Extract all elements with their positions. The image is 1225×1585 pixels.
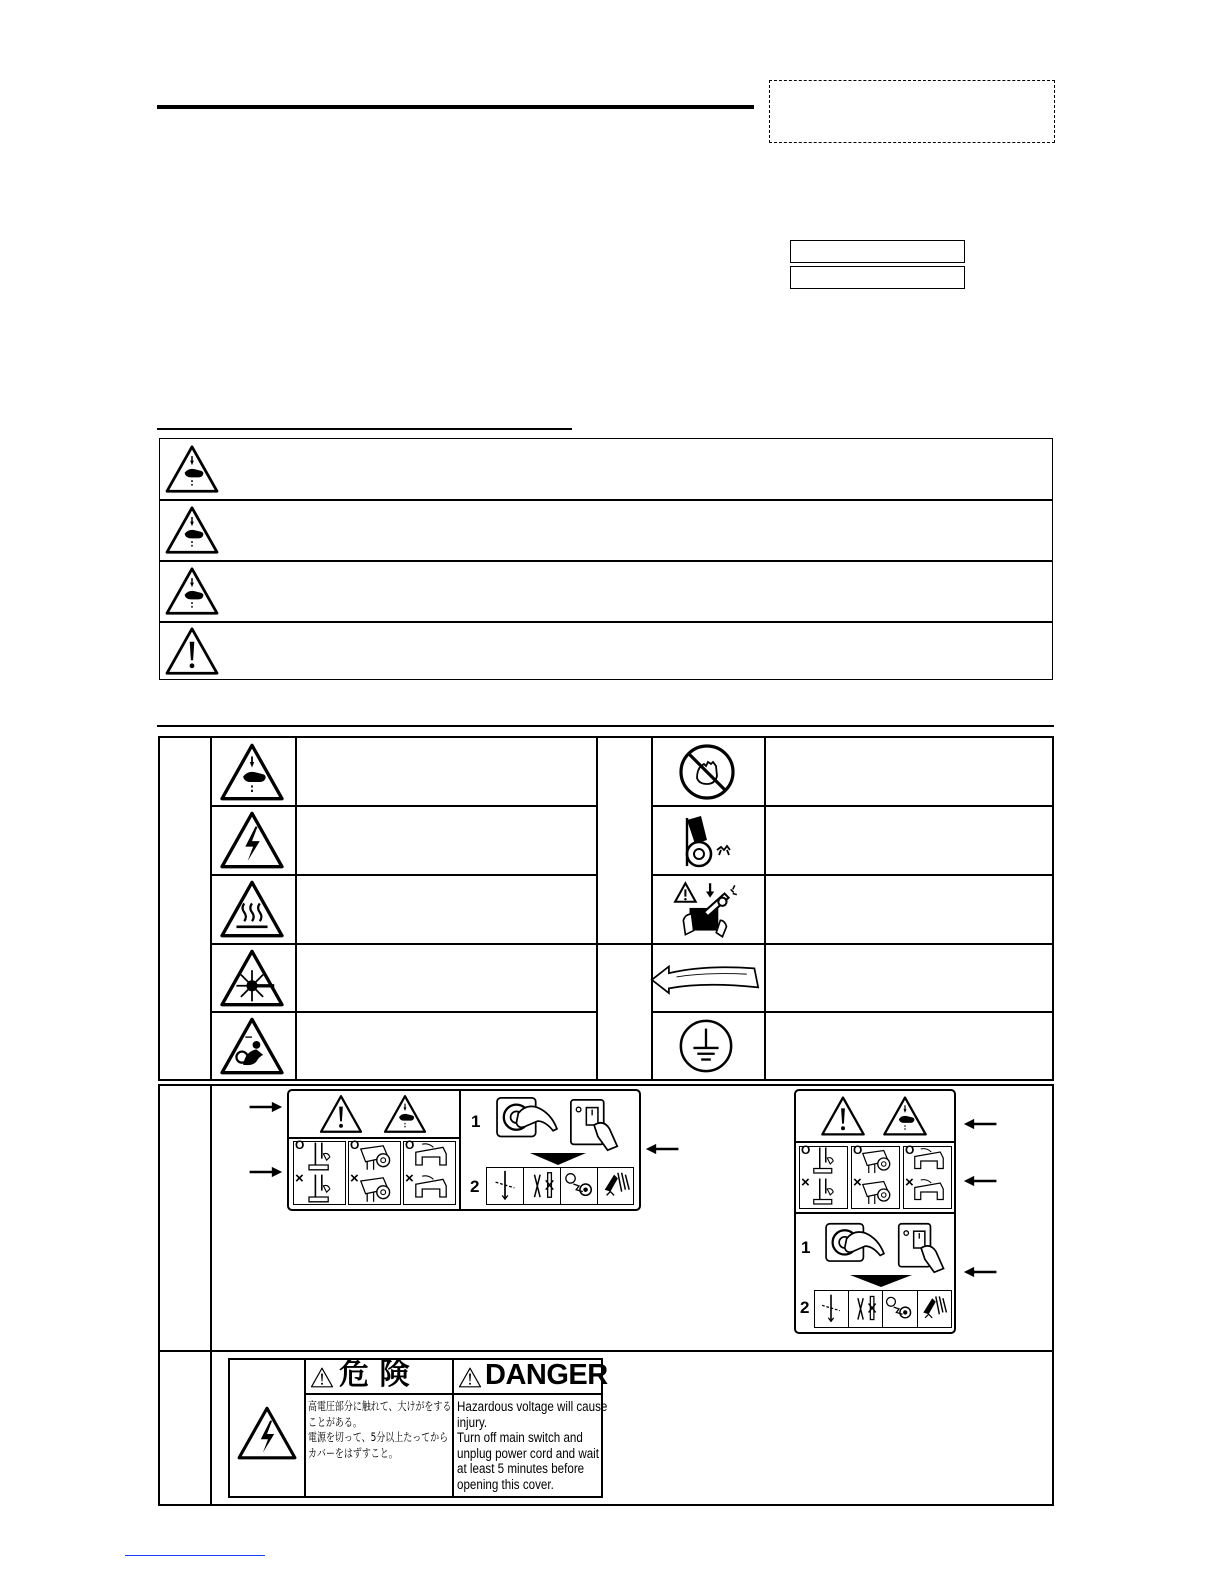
threading-icon [815,1292,847,1324]
cleaning-icon [599,1169,633,1201]
table-divider [764,736,766,1081]
ok-mark: O [905,1143,915,1157]
motor-knob-icon [820,1220,890,1276]
ok-mark: O [405,1138,415,1152]
pulley-cover-icon [858,1177,896,1207]
danger-en-line: Turn off main switch and [457,1430,583,1445]
hand-crush-warning-icon [218,742,286,802]
ok-mark: O [801,1143,811,1157]
danger-en-text [457,1399,608,1492]
exclamation-warning-icon [820,1095,866,1137]
notice-row-1 [159,438,1053,501]
table-divider [210,943,596,945]
danger-jp-line: 高電圧部分に触れて、大けがをする [308,1399,452,1413]
table-divider [651,1011,1054,1013]
presser-foot-icon [806,1146,844,1176]
label-divider [288,1137,459,1139]
high-voltage-warning-icon [236,1405,298,1461]
notice-row-4 [159,621,1053,680]
notice-row-3 [159,560,1053,623]
left-arrow-icon [963,1266,999,1278]
label-divider [795,1212,955,1214]
section1-rule [157,428,572,430]
hand-crush-warning-icon [882,1095,928,1137]
down-arrow-icon [528,1152,588,1166]
power-switch-icon [566,1096,626,1154]
hand-crush-warning-icon [164,505,220,555]
tipping-hazard-icon [671,879,743,941]
down-arrow-icon [848,1274,914,1288]
right-arrow-icon [247,1166,283,1178]
cover-icon [910,1146,948,1176]
blank-box-bottom [790,266,965,289]
bobbin-change-icon [562,1169,596,1201]
table-divider [651,805,1054,807]
cover-icon [410,1173,452,1205]
danger-jp-text [308,1399,450,1461]
table-divider [210,874,596,876]
table-divider [651,874,1054,876]
hand-crush-warning-icon [382,1094,428,1134]
protective-ground-icon [677,1017,735,1075]
left-arrow-icon [963,1175,999,1187]
table-divider [295,736,297,1081]
blank-box-top [790,240,965,263]
right-arrow-icon [247,1101,283,1113]
presser-foot-icon [300,1141,342,1173]
header-rule [157,105,754,109]
danger-en-line: injury. [457,1414,488,1430]
laser-warning-icon [218,948,286,1008]
ng-mark: × [350,1170,359,1187]
power-switch-icon [894,1220,952,1276]
section2-rule [157,725,1054,727]
danger-en-line: Hazardous voltage will cause [457,1399,608,1414]
label-divider [452,1359,454,1497]
step-1-label: 1 [801,1238,811,1257]
cover-icon [910,1177,948,1207]
rotation-direction-icon [648,956,762,996]
needle-change-icon [849,1292,881,1324]
hand-crush-warning-icon [164,444,220,494]
exclamation-warning-icon [164,626,220,676]
footer-link-underline[interactable] [125,1555,265,1556]
threading-icon [488,1169,522,1201]
table-divider [596,736,598,1081]
table-divider [596,943,1054,945]
left-arrow-icon [963,1118,999,1130]
table-divider [651,736,653,1081]
pulley-cover-icon [355,1173,397,1205]
pulley-cover-icon [858,1146,896,1176]
label-divider [305,1393,602,1395]
header-dashed-box [769,80,1055,143]
ok-mark: O [295,1138,305,1152]
table-divider [210,1084,212,1506]
danger-en-title: DANGER [485,1359,608,1391]
table-divider [210,736,212,1081]
ng-mark: × [295,1170,304,1187]
presser-foot-icon [300,1173,342,1205]
do-not-touch-icon [677,742,737,802]
ok-mark: O [853,1143,863,1157]
table-divider [210,1011,596,1013]
label-divider [304,1359,306,1497]
pulley-cover-icon [355,1141,397,1173]
ng-mark: × [801,1174,810,1191]
label-divider [795,1141,955,1143]
danger-jp-line: ことがある。 [308,1414,362,1429]
danger-jp-title: 危 険 [339,1357,410,1392]
warning-triangle-icon [458,1367,482,1388]
step-1-label: 1 [471,1112,481,1131]
motor-knob-icon [492,1094,562,1152]
step-2-label: 2 [470,1177,480,1196]
hand-crush-warning-icon [164,566,220,616]
exclamation-warning-icon [318,1094,364,1134]
danger-en-line: opening this cover. [457,1476,554,1492]
presser-foot-icon [806,1177,844,1207]
warning-triangle-icon [310,1367,334,1388]
entanglement-warning-icon [218,1016,286,1076]
danger-jp-line: カバーをはずすこと。 [308,1445,398,1460]
needle-change-icon [525,1169,559,1201]
high-voltage-warning-icon [218,810,286,870]
ng-mark: × [905,1174,914,1191]
hot-surface-warning-icon [218,879,286,939]
belt-entanglement-icon [677,810,737,870]
table-divider [158,1350,1054,1352]
danger-en-line: at least 5 minutes before [457,1461,585,1476]
step-2-label: 2 [800,1298,810,1317]
cleaning-icon [918,1292,950,1324]
danger-jp-line: 電源を切って、5分以上たってから [308,1430,449,1444]
notice-row-2 [159,499,1053,562]
bobbin-change-icon [883,1292,915,1324]
table-divider [210,805,596,807]
symbol-table [158,736,1054,1081]
ng-mark: × [405,1170,414,1187]
ok-mark: O [350,1138,360,1152]
danger-en-line: unplug power cord and wait [457,1445,599,1461]
left-arrow-icon [645,1143,681,1155]
ng-mark: × [853,1174,862,1191]
label-divider [459,1090,461,1210]
cover-icon [410,1141,452,1173]
